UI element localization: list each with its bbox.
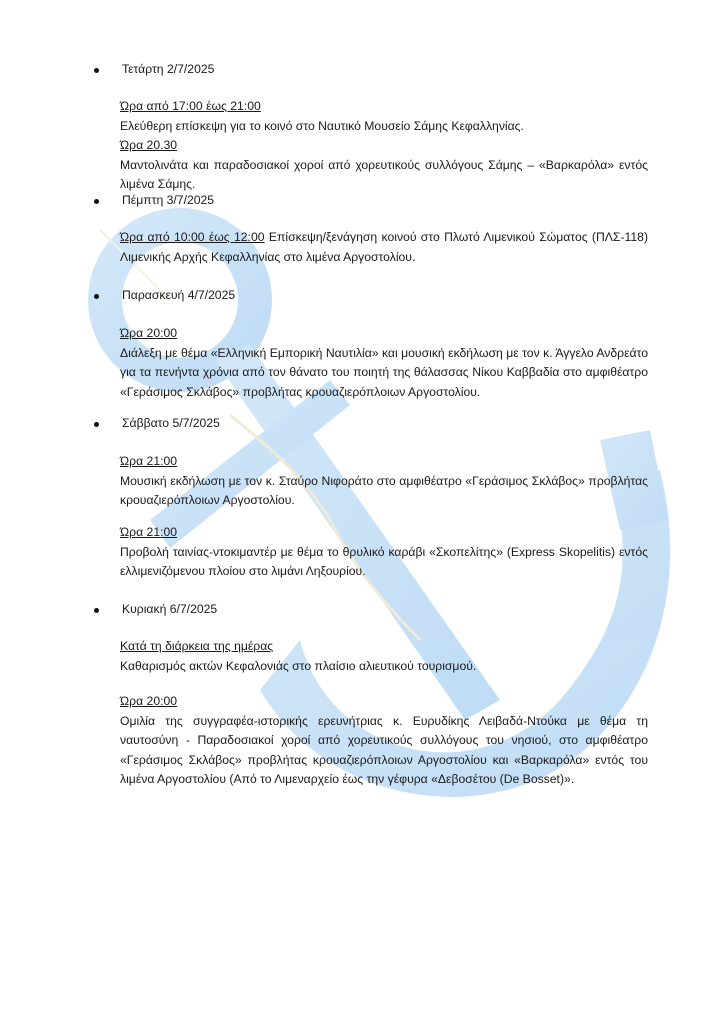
event-time: Ώρα 20:00 — [120, 694, 178, 708]
day-label: Κυριακή 6/7/2025 — [122, 602, 218, 616]
day-label: Σάββατο 5/7/2025 — [122, 416, 220, 430]
bullet-icon — [94, 422, 99, 427]
day-label: Πέμπτη 3/7/2025 — [122, 193, 215, 207]
event-block — [120, 692, 648, 790]
event-time: Ώρα από 10:00 έως 12:00 — [120, 230, 265, 244]
day-label: Παρασκευή 4/7/2025 — [122, 288, 236, 302]
event-time: Ώρα 21:00 — [120, 525, 178, 539]
event-text: Ελεύθερη επίσκεψη για το κοινό στο Ναυτικό Μουσείο Σάμης Κεφαλληνίας. — [120, 118, 524, 133]
event-text: Επίσκεψη/ξενάγηση κοινού στο Πλωτό Λιμενικού Σώματος (ΠΛΣ-118) Λιμενικής Αρχής Κεφαλληνίας στο λιμένα Αργοστολίου. — [120, 230, 649, 264]
event-block — [120, 637, 648, 676]
event-text: Ομιλία της συγγραφέα-ιστορικής ερευνήτριας κ. Ευρυδίκης Λειβαδά-Ντούκα με θέμα τη ναυτοσύνη - Παραδοσιακοί χοροί από χορευτικούς συλλόγους του νησιού, στο αμφιθέατρο «Γεράσιμος Σκλάβος» προβλήτας κρουαζιερόπλοιων Αργοστολίου και «Βαρκαρόλα» εντός του λιμένα Αργοστολίου (Από το Λιμεναρχείο έως την γέφυρα «Δεβοσέτου (De Bosset)». — [120, 713, 648, 786]
event-block — [120, 523, 648, 582]
bullet-icon — [94, 608, 99, 613]
event-text: Μουσική εκδήλωση με τον κ. Σταύρο Νιφοράτο στο αμφιθέατρο «Γεράσιμος Σκλάβος» προβλήτας κρουαζιερόπλοιων Αργοστολίου. — [120, 473, 648, 507]
event-time: Ώρα 20:00 — [120, 326, 178, 340]
event-text: Διάλεξη με θέμα «Ελληνική Εμπορική Ναυτιλία» και μουσική εκδήλωση με τον κ. Άγγελο Ανδρεάτο για τα πενήντα χρόνια από τον θάνατο του ποιητή της θάλασσας Νίκου Καββαδία στο αμφιθέατρο «Γεράσιμος Σκλάβος» προβλήτας κρουαζιερόπλοιων Αργοστολίου. — [120, 345, 648, 399]
day-label: Τετάρτη 2/7/2025 — [122, 62, 215, 76]
event-text: Καθαρισμός ακτών Κεφαλονιάς στο πλαίσιο αλιευτικού τουρισμού. — [120, 658, 477, 673]
event-block — [120, 324, 648, 402]
bullet-icon — [94, 199, 99, 204]
event-text: Προβολή ταινίας-ντοκιμαντέρ με θέμα το θρυλικό καράβι «Σκοπελίτης» (Express Skopelitis) εντός ελλιμενιζόμενου πλοίου στο λιμάνι Ληξουρίου. — [120, 544, 648, 578]
event-time: Ώρα 21:00 — [120, 454, 178, 468]
bullet-icon — [94, 294, 99, 299]
bullet-icon — [94, 68, 99, 73]
event-time: Ώρα 20.30 — [120, 138, 178, 152]
event-block — [120, 97, 648, 195]
event-text: Μαντολινάτα και παραδοσιακοί χοροί από χορευτικούς συλλόγους Σάμης – «Βαρκαρόλα» εντός λιμένα Σάμης. — [120, 157, 648, 191]
event-block — [120, 452, 648, 511]
event-block — [120, 228, 648, 267]
event-time: Ώρα από 17:00 έως 21:00 — [120, 99, 261, 113]
event-time: Κατά τη διάρκεια της ημέρας — [120, 639, 274, 653]
